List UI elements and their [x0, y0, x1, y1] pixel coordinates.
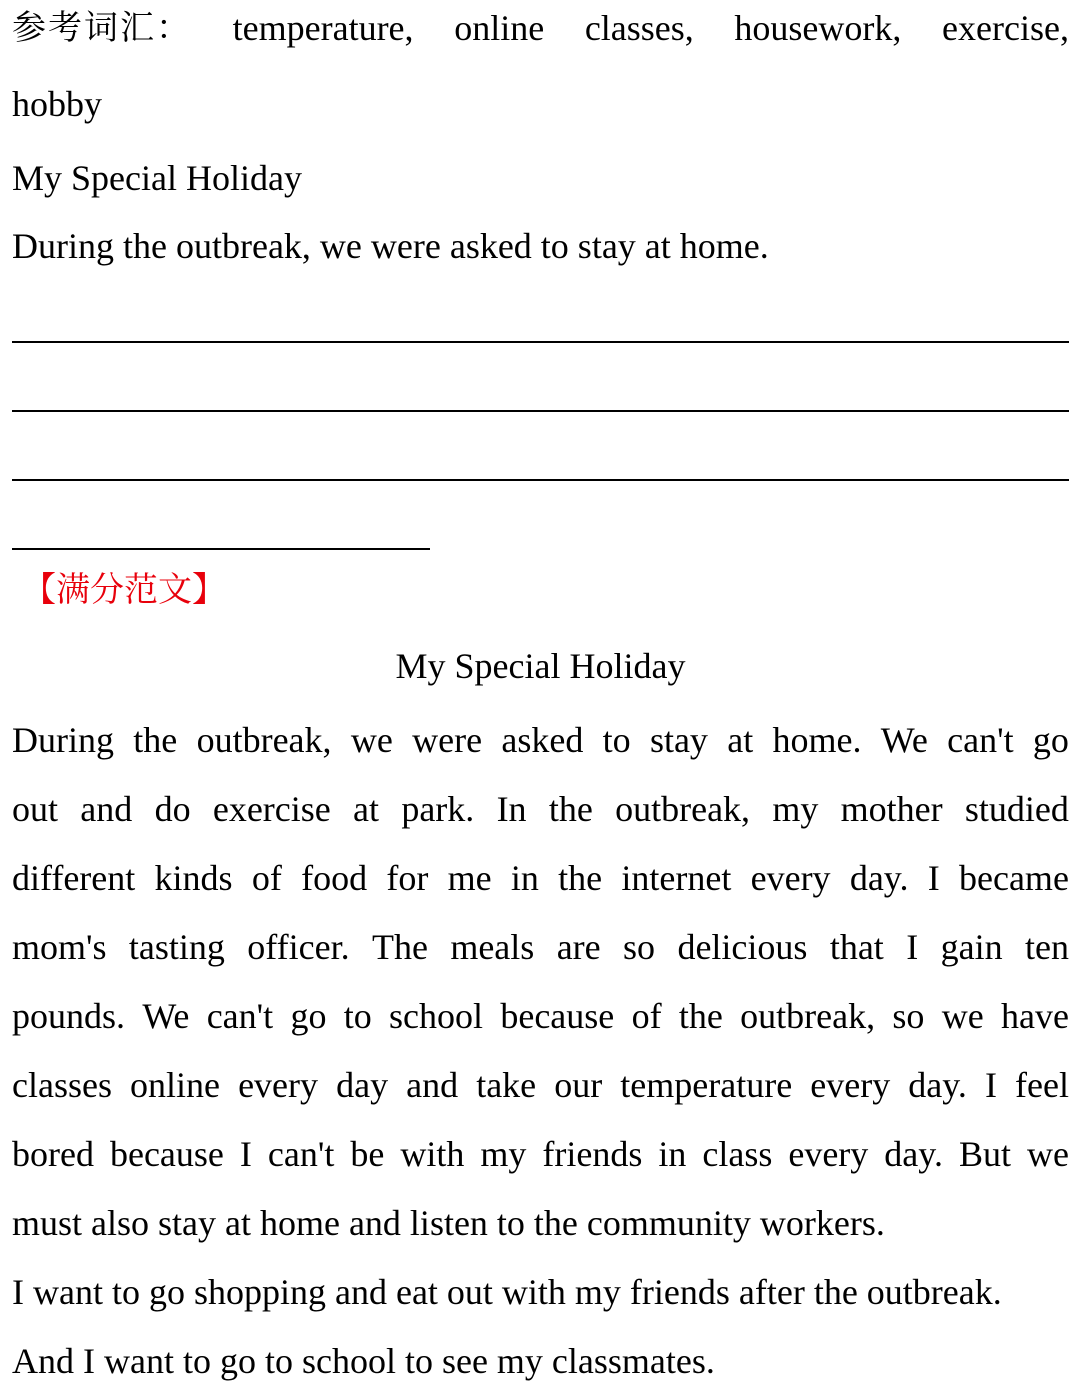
- sample-word: of: [251, 858, 282, 898]
- sample-word: food: [301, 858, 368, 898]
- sample-word: can't: [267, 1134, 335, 1174]
- sample-word: every: [238, 1065, 319, 1105]
- sample-word: gain: [940, 927, 1003, 967]
- sample-essay-body: [12, 706, 1069, 1189]
- sample-word: officer.: [247, 927, 350, 967]
- sample-word: that: [829, 927, 884, 967]
- sample-word: we: [1026, 1134, 1069, 1174]
- sample-word: internet: [621, 858, 732, 898]
- sample-word: In: [496, 789, 527, 829]
- sample-word: the: [133, 720, 178, 760]
- sample-word: We: [880, 720, 928, 760]
- writing-blank-line: [12, 412, 1069, 481]
- sample-word: I: [239, 1134, 252, 1174]
- sample-line: [12, 844, 1069, 913]
- sample-word: the: [548, 789, 593, 829]
- sample-word: kinds: [154, 858, 233, 898]
- sample-word: I: [927, 858, 940, 898]
- sample-word: day.: [849, 858, 909, 898]
- vocab-word: temperature,: [232, 8, 414, 48]
- sample-word: school: [389, 996, 484, 1036]
- sample-word: During: [12, 720, 114, 760]
- sample-line: [12, 706, 1069, 775]
- prompt-opening: During the outbreak, we were asked to stay at home.: [12, 226, 769, 266]
- sample-word: The: [371, 927, 428, 967]
- sample-word: we: [941, 996, 984, 1036]
- sample-word: because: [500, 996, 615, 1036]
- sample-word: classes: [12, 1065, 112, 1105]
- sample-word: to: [343, 996, 372, 1036]
- sample-line: [12, 913, 1069, 982]
- sample-word: every: [750, 858, 831, 898]
- sample-word: different: [12, 858, 136, 898]
- sample-word: mother: [840, 789, 943, 829]
- sample-word: so: [892, 996, 925, 1036]
- vocab-word: classes,: [584, 8, 694, 48]
- sample-word: home.: [772, 720, 862, 760]
- sample-word: to: [602, 720, 631, 760]
- sample-word: of: [631, 996, 662, 1036]
- sample-word: because: [109, 1134, 224, 1174]
- sample-word: studied: [964, 789, 1069, 829]
- sample-word: do: [154, 789, 191, 829]
- sample-word: go: [1032, 720, 1069, 760]
- sample-word: asked: [501, 720, 584, 760]
- sample-word: and: [406, 1065, 459, 1105]
- vocab-label: 参考词汇：: [12, 8, 192, 48]
- sample-word: ten: [1024, 927, 1069, 967]
- sample-word: can't: [206, 996, 274, 1036]
- sample-word: out: [12, 789, 59, 829]
- sample-word: were: [412, 720, 483, 760]
- vocab-word-last: hobby: [12, 84, 102, 124]
- vocab-word: exercise,: [942, 8, 1069, 48]
- sample-word: exercise: [212, 789, 331, 829]
- sample-word: every: [810, 1065, 891, 1105]
- sample-line: [12, 1120, 1069, 1189]
- vocab-word: housework,: [734, 8, 902, 48]
- sample-word: friends: [542, 1134, 643, 1174]
- vocab-word: online: [454, 8, 545, 48]
- sample-word: me: [447, 858, 492, 898]
- sample-word: outbreak,: [740, 996, 876, 1036]
- sample-word: pounds.: [12, 996, 126, 1036]
- sample-word: I: [906, 927, 919, 967]
- sample-line: [12, 1051, 1069, 1120]
- sample-word: day: [336, 1065, 389, 1105]
- sample-word: so: [623, 927, 656, 967]
- sample-word: my: [772, 789, 819, 829]
- writing-blank-line-short: [12, 481, 430, 550]
- sample-word: be: [350, 1134, 385, 1174]
- sample-word: have: [1001, 996, 1069, 1036]
- sample-line: [12, 982, 1069, 1051]
- prompt-title: My Special Holiday: [12, 158, 302, 198]
- sample-word: every: [788, 1134, 869, 1174]
- sample-word: the: [558, 858, 603, 898]
- sample-word: we: [350, 720, 393, 760]
- sample-word: for: [386, 858, 429, 898]
- sample-word: go: [290, 996, 327, 1036]
- essay-page: [12, 0, 1069, 1396]
- sample-word: day.: [908, 1065, 967, 1105]
- sample-word: with: [400, 1134, 465, 1174]
- sample-word: feel: [1015, 1065, 1069, 1105]
- sample-word: online: [130, 1065, 221, 1105]
- sample-title: My Special Holiday: [395, 646, 686, 686]
- sample-word: in: [658, 1134, 687, 1174]
- sample-word: outbreak,: [196, 720, 332, 760]
- sample-word: delicious: [677, 927, 808, 967]
- sample-word: became: [959, 858, 1069, 898]
- sample-word: But: [958, 1134, 1011, 1174]
- sample-word: our: [554, 1065, 603, 1105]
- sample-word: can't: [947, 720, 1014, 760]
- sample-word: in: [510, 858, 539, 898]
- sample-word: at: [353, 789, 380, 829]
- sample-word: the: [678, 996, 723, 1036]
- sample-word: park.: [401, 789, 475, 829]
- sample-word: tasting: [128, 927, 225, 967]
- sample-word: meals: [450, 927, 535, 967]
- sample-word: at: [727, 720, 754, 760]
- sample-line: And I want to go to school to see my classmates.: [12, 1341, 715, 1381]
- writing-blank-line: [12, 343, 1069, 412]
- sample-word: temperature: [620, 1065, 793, 1105]
- sample-word: and: [80, 789, 133, 829]
- sample-word: I: [984, 1065, 997, 1105]
- sample-line: [12, 775, 1069, 844]
- writing-blank-line: [12, 274, 1069, 343]
- vocab-row: [12, 0, 1069, 56]
- sample-word: We: [142, 996, 190, 1036]
- sample-word: stay: [649, 720, 708, 760]
- sample-word: my: [480, 1134, 527, 1174]
- sample-word: class: [702, 1134, 773, 1174]
- sample-word: outbreak,: [615, 789, 751, 829]
- sample-word: take: [476, 1065, 537, 1105]
- sample-word: bored: [12, 1134, 94, 1174]
- sample-word: are: [556, 927, 601, 967]
- sample-word: day.: [884, 1134, 943, 1174]
- sample-line: I want to go shopping and eat out with my friends after the outbreak.: [12, 1272, 1002, 1312]
- sample-word: mom's: [12, 927, 107, 967]
- sample-line: must also stay at home and listen to the community workers.: [12, 1203, 885, 1243]
- sample-heading: 【满分范文】: [22, 570, 226, 610]
